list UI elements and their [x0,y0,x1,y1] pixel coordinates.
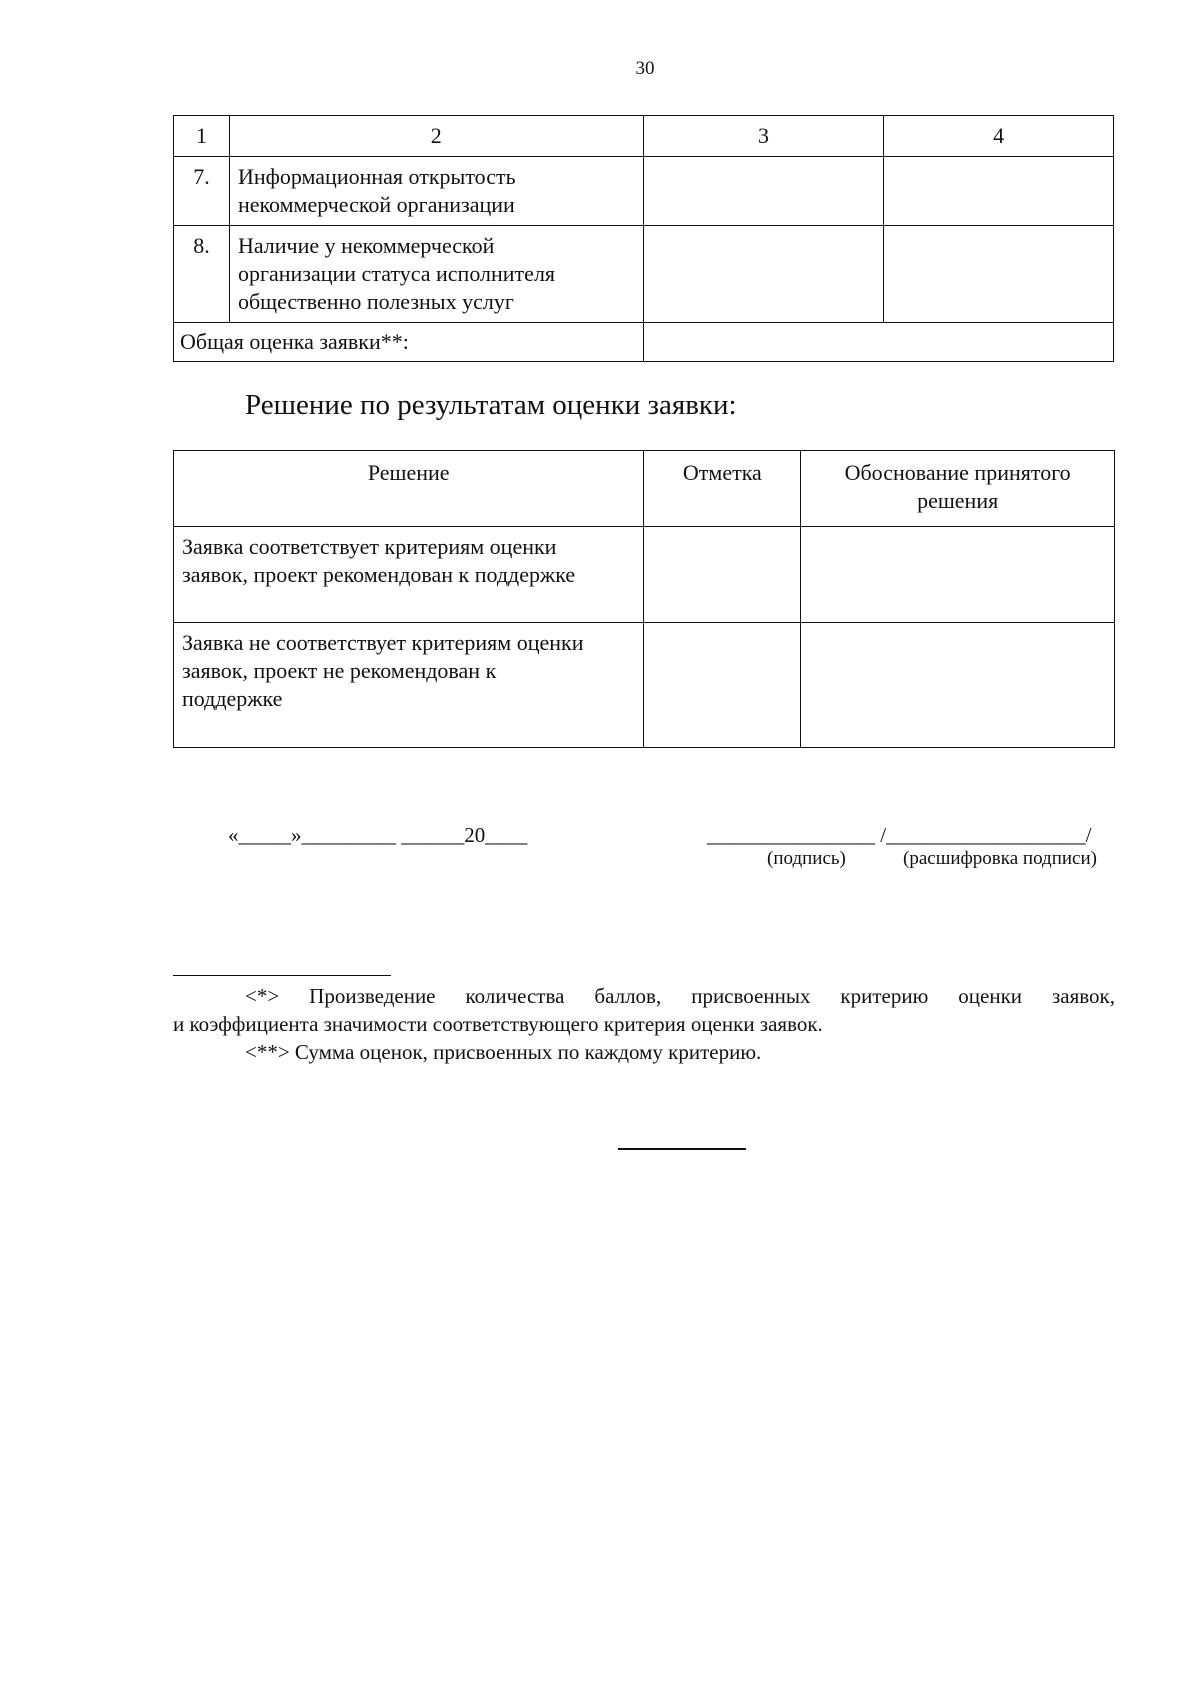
decision-text [174,527,644,623]
score-cell [643,226,884,323]
criterion-line: Информационная открытость [237,164,516,189]
justification-cell [801,527,1115,623]
column-header-3: 3 [643,116,884,157]
column-header-1: 1 [174,116,230,157]
criteria-header-row [174,116,1114,157]
header-line: решения [917,488,999,513]
signature-line: ________________ /___________________/ [707,823,1092,847]
table-row [174,157,1114,226]
criterion-line: Наличие у некоммерческой [237,233,495,258]
row-number: 8. [174,226,230,323]
decision-header-row [174,451,1115,527]
decision-column-header: Решение [174,451,644,527]
total-value-cell [643,323,1113,362]
score-cell [643,157,884,226]
decision-text [174,623,644,748]
row-number: 7. [174,157,230,226]
decision-line: поддержке [182,686,283,711]
table-row [174,527,1115,623]
footnote-2: <**> Сумма оценок, присвоенных по каждому критерию. [245,1040,762,1064]
signature-decode-caption: (расшифровка подписи) [903,848,1097,869]
criterion-line: некоммерческой организации [237,192,515,217]
signature-caption: (подпись) [767,848,846,869]
decision-line: заявок, проект рекомендован к поддержке [182,562,576,587]
decision-section-title: Решение по результатам оценки заявки: [245,389,737,421]
page-number: 30 [635,58,655,79]
criterion-line: общественно полезных услуг [237,289,514,314]
total-label: Общая оценка заявки**: [174,323,644,362]
decision-line: Заявка не соответствует критериям оценки [182,630,584,655]
header-line: Обоснование принятого [844,460,1071,485]
footnote-separator [173,975,391,976]
criterion-name [229,157,643,226]
criterion-line: организации статуса исполнителя [237,261,556,286]
mark-cell [644,623,801,748]
column-header-4: 4 [884,116,1114,157]
decision-table [173,450,1115,748]
footnote-1-first-line: <*> Произведение количества баллов, присвоенных критерию оценки заявок, [245,984,1115,1008]
weighted-score-cell [884,226,1114,323]
mark-cell [644,527,801,623]
justification-cell [801,623,1115,748]
end-of-page-rule [618,1148,746,1150]
table-row [174,226,1114,323]
footnote-1-second-line: и коэффициента значимости соответствующего критерия оценки заявок. [173,1012,823,1036]
decision-line: заявок, проект не рекомендован к [182,658,497,683]
justification-column-header [801,451,1115,527]
criteria-table [173,115,1114,362]
column-header-2: 2 [229,116,643,157]
table-row [174,623,1115,748]
weighted-score-cell [884,157,1114,226]
decision-line: Заявка соответствует критериям оценки [182,534,557,559]
total-row [174,323,1114,362]
mark-column-header: Отметка [644,451,801,527]
date-line: «_____»_________ ______20____ [228,823,528,847]
criterion-name [229,226,643,323]
